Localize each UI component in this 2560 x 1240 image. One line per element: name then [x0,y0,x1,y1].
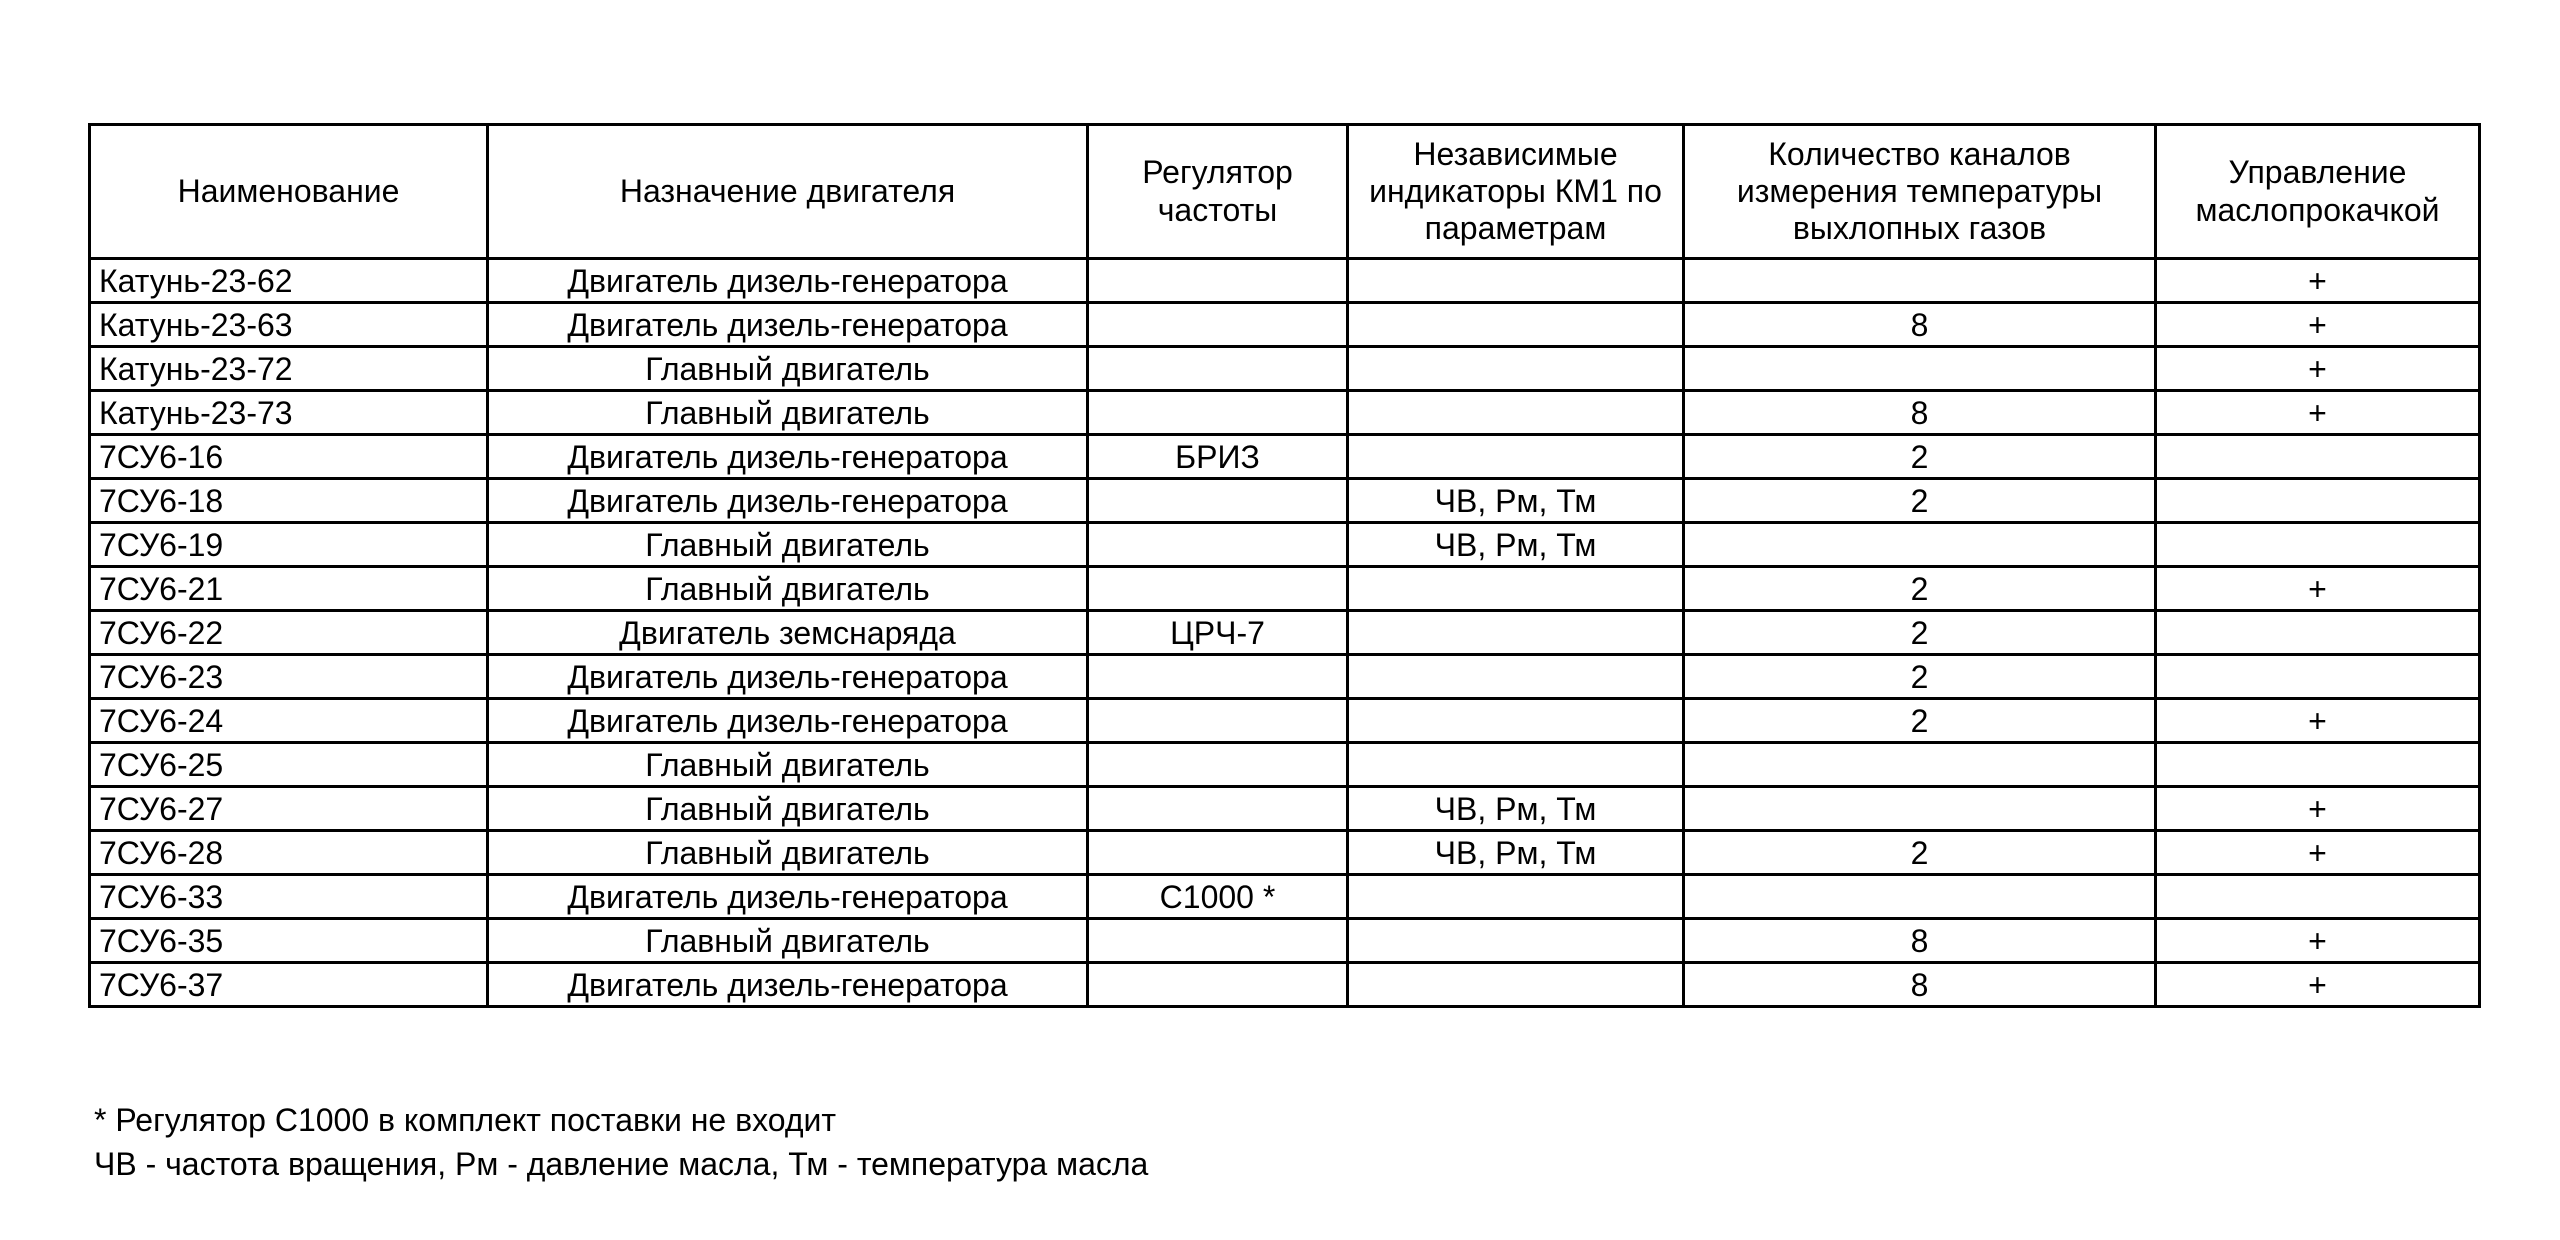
cell-name: Катунь-23-63 [90,303,488,347]
cell-indicators: ЧВ, Рм, Тм [1348,831,1684,875]
cell-oil-pumping [2156,435,2480,479]
cell-engine-purpose: Двигатель дизель-генератора [488,655,1088,699]
header-oil-pumping-control: Управление маслопрокачкой [2156,125,2480,259]
cell-exhaust-channels: 2 [1684,479,2156,523]
table-row [90,479,2480,523]
cell-oil-pumping: + [2156,303,2480,347]
footnote-text: * Регулятор С1000 в комплект поставки не входит [94,1102,837,1138]
cell-indicators: ЧВ, Рм, Тм [1348,479,1684,523]
cell-indicators [1348,655,1684,699]
table-row [90,875,2480,919]
cell-oil-pumping: + [2156,391,2480,435]
cell-name: 7СУ6-24 [90,699,488,743]
cell-exhaust-channels: 8 [1684,391,2156,435]
cell-indicators [1348,391,1684,435]
cell-indicators [1348,567,1684,611]
engine-spec-table [88,123,2481,1008]
cell-exhaust-channels: 2 [1684,611,2156,655]
cell-oil-pumping: + [2156,919,2480,963]
cell-indicators [1348,303,1684,347]
cell-name: 7СУ6-25 [90,743,488,787]
cell-engine-purpose: Главный двигатель [488,831,1088,875]
cell-frequency-regulator [1088,655,1348,699]
cell-oil-pumping [2156,655,2480,699]
table-row [90,567,2480,611]
cell-oil-pumping [2156,523,2480,567]
cell-indicators [1348,919,1684,963]
cell-indicators [1348,259,1684,303]
cell-exhaust-channels [1684,875,2156,919]
cell-frequency-regulator [1088,919,1348,963]
cell-engine-purpose: Главный двигатель [488,347,1088,391]
cell-engine-purpose: Главный двигатель [488,523,1088,567]
cell-exhaust-channels: 2 [1684,699,2156,743]
cell-oil-pumping: + [2156,347,2480,391]
cell-frequency-regulator [1088,963,1348,1007]
cell-frequency-regulator [1088,259,1348,303]
table-row [90,787,2480,831]
header-name: Наименование [90,125,488,259]
cell-engine-purpose: Двигатель дизель-генератора [488,875,1088,919]
cell-indicators: ЧВ, Рм, Тм [1348,523,1684,567]
cell-frequency-regulator [1088,567,1348,611]
table-row [90,831,2480,875]
cell-frequency-regulator [1088,523,1348,567]
cell-name: Катунь-23-62 [90,259,488,303]
cell-oil-pumping [2156,611,2480,655]
cell-frequency-regulator [1088,347,1348,391]
cell-oil-pumping: + [2156,831,2480,875]
cell-name: 7СУ6-19 [90,523,488,567]
cell-exhaust-channels [1684,743,2156,787]
cell-engine-purpose: Главный двигатель [488,787,1088,831]
cell-frequency-regulator [1088,479,1348,523]
cell-name: 7СУ6-18 [90,479,488,523]
header-exhaust-temp-channels: Количество каналов измерения температуры выхлопных газов [1684,125,2156,259]
cell-engine-purpose: Двигатель дизель-генератора [488,963,1088,1007]
cell-exhaust-channels [1684,347,2156,391]
table-row [90,743,2480,787]
table-row [90,919,2480,963]
cell-name: 7СУ6-22 [90,611,488,655]
cell-exhaust-channels [1684,523,2156,567]
cell-indicators [1348,743,1684,787]
cell-indicators [1348,875,1684,919]
cell-oil-pumping [2156,479,2480,523]
table-row [90,259,2480,303]
cell-engine-purpose: Двигатель дизель-генератора [488,699,1088,743]
cell-oil-pumping: + [2156,963,2480,1007]
cell-exhaust-channels: 2 [1684,831,2156,875]
cell-indicators [1348,347,1684,391]
table-body [90,259,2480,1007]
cell-engine-purpose: Двигатель дизель-генератора [488,435,1088,479]
cell-oil-pumping: + [2156,699,2480,743]
header-independent-indicators: Независимые индикаторы КМ1 по параметрам [1348,125,1684,259]
table-row [90,523,2480,567]
cell-frequency-regulator [1088,699,1348,743]
cell-frequency-regulator: ЦРЧ-7 [1088,611,1348,655]
cell-name: 7СУ6-33 [90,875,488,919]
table-row [90,699,2480,743]
cell-name: 7СУ6-28 [90,831,488,875]
cell-exhaust-channels: 8 [1684,963,2156,1007]
table-row [90,435,2480,479]
notes [94,1098,1148,1186]
cell-engine-purpose: Двигатель дизель-генератора [488,259,1088,303]
cell-engine-purpose: Главный двигатель [488,919,1088,963]
cell-name: 7СУ6-21 [90,567,488,611]
cell-indicators [1348,435,1684,479]
cell-frequency-regulator [1088,391,1348,435]
cell-exhaust-channels: 2 [1684,655,2156,699]
cell-name: 7СУ6-27 [90,787,488,831]
cell-engine-purpose: Двигатель земснаряда [488,611,1088,655]
table-row [90,611,2480,655]
cell-frequency-regulator [1088,831,1348,875]
cell-frequency-regulator [1088,303,1348,347]
cell-frequency-regulator: С1000 * [1088,875,1348,919]
cell-oil-pumping: + [2156,787,2480,831]
table-row [90,963,2480,1007]
cell-exhaust-channels [1684,259,2156,303]
cell-exhaust-channels: 2 [1684,567,2156,611]
cell-exhaust-channels: 2 [1684,435,2156,479]
cell-engine-purpose: Двигатель дизель-генератора [488,303,1088,347]
cell-name: 7СУ6-35 [90,919,488,963]
cell-oil-pumping [2156,875,2480,919]
table-header-row [90,125,2480,259]
cell-frequency-regulator [1088,787,1348,831]
cell-indicators [1348,699,1684,743]
cell-oil-pumping [2156,743,2480,787]
cell-frequency-regulator: БРИЗ [1088,435,1348,479]
cell-name: Катунь-23-73 [90,391,488,435]
cell-frequency-regulator [1088,743,1348,787]
cell-engine-purpose: Двигатель дизель-генератора [488,479,1088,523]
abbreviation-legend: ЧВ - частота вращения, Рм - давление масла, Тм - температура масла [94,1146,1149,1182]
cell-exhaust-channels [1684,787,2156,831]
cell-indicators [1348,963,1684,1007]
cell-exhaust-channels: 8 [1684,303,2156,347]
cell-oil-pumping: + [2156,567,2480,611]
cell-indicators: ЧВ, Рм, Тм [1348,787,1684,831]
cell-name: 7СУ6-16 [90,435,488,479]
cell-name: 7СУ6-37 [90,963,488,1007]
cell-oil-pumping: + [2156,259,2480,303]
cell-exhaust-channels: 8 [1684,919,2156,963]
cell-engine-purpose: Главный двигатель [488,567,1088,611]
header-engine-purpose: Назначение двигателя [488,125,1088,259]
table-row [90,303,2480,347]
cell-name: Катунь-23-72 [90,347,488,391]
cell-indicators [1348,611,1684,655]
table-row [90,391,2480,435]
table-row [90,347,2480,391]
header-frequency-regulator: Регулятор частоты [1088,125,1348,259]
cell-engine-purpose: Главный двигатель [488,743,1088,787]
table-row [90,655,2480,699]
cell-name: 7СУ6-23 [90,655,488,699]
cell-engine-purpose: Главный двигатель [488,391,1088,435]
